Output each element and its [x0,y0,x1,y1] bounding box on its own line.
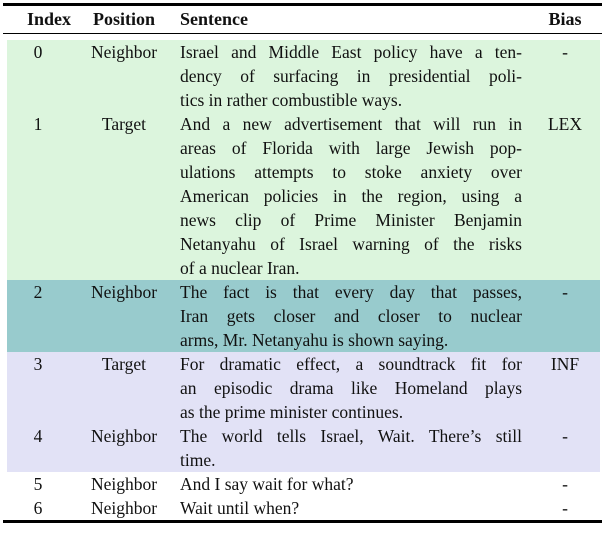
table-row [7,472,600,496]
row-sentence-cell [179,472,522,496]
row-position-cell: Neighbor [90,282,158,303]
row-sentence-cell [179,496,522,520]
row-index-cell: 1 [33,114,43,135]
sentence-line: Netanyahu of Israel warning of the risks [180,234,522,255]
header-position: Position [92,8,155,29]
table-row [7,496,600,520]
row-sentence-cell [179,40,522,112]
row-position-cell: Target [101,114,147,135]
sentence-line: areas of Florida with large Jewish pop- [180,138,522,159]
sentence-line: tics in rather combustible ways. [180,90,403,111]
sentence-line: an episodic drama like Homeland plays [180,378,522,399]
header-index: Index [27,8,72,29]
row-index-cell: 5 [33,474,43,495]
sentence-line: of a nuclear Iran. [180,258,300,279]
row-bias-cell: - [562,282,568,303]
sentence-line: as the prime minister continues. [180,402,404,423]
row-bias-cell: - [562,474,568,495]
sentence-line: And a new advertisement that will run in [180,114,522,135]
row-position-cell: Neighbor [90,498,158,519]
sentence-line: The world tells Israel, Wait. There’s still [180,426,522,447]
sentence-line: And I say wait for what? [180,474,354,495]
row-sentence-cell [179,112,522,280]
table-row [7,40,600,112]
header-sentence: Sentence [180,8,248,29]
sentence-line: Wait until when? [180,498,300,519]
row-index-cell: 4 [33,426,43,447]
row-bias-cell: INF [550,354,580,375]
sentence-line: time. [180,450,216,471]
sentence-line: Israel and Middle East policy have a ten- [180,42,522,63]
table-header-row [7,6,600,33]
sentence-line: The fact is that every day that passes, [180,282,522,303]
sentence-line: For dramatic effect, a soundtrack fit for [180,354,522,375]
table-row [7,280,600,352]
table-row [7,424,600,472]
row-bias-cell: - [562,426,568,447]
table-bottom-rule [3,520,602,523]
row-index-cell: 2 [33,282,43,303]
row-sentence-cell [179,280,522,352]
table-body [0,34,606,520]
row-position-cell: Neighbor [90,42,158,63]
row-index-cell: 6 [33,498,43,519]
sentence-line: dency of surfacing in presidential poli- [180,66,522,87]
header-bias: Bias [548,8,582,29]
row-sentence-cell [179,424,522,472]
sentence-line: American policies in the region, using a [180,186,522,207]
table-row [7,112,600,280]
sentence-line: arms, Mr. Netanyahu is shown saying. [180,330,449,351]
sentence-line: news clip of Prime Minister Benjamin [180,210,522,231]
table-row [7,352,600,424]
row-position-cell: Neighbor [90,426,158,447]
row-index-cell: 0 [33,42,43,63]
sentence-line: Iran gets closer and closer to nuclear [180,306,522,327]
row-bias-cell: - [562,498,568,519]
row-position-cell: Target [101,354,147,375]
row-index-cell: 3 [33,354,43,375]
row-bias-cell: - [562,42,568,63]
row-position-cell: Neighbor [90,474,158,495]
row-sentence-cell [179,352,522,424]
sentence-line: ulations attempts to stoke anxiety over [180,162,522,183]
row-bias-cell: LEX [547,114,583,135]
